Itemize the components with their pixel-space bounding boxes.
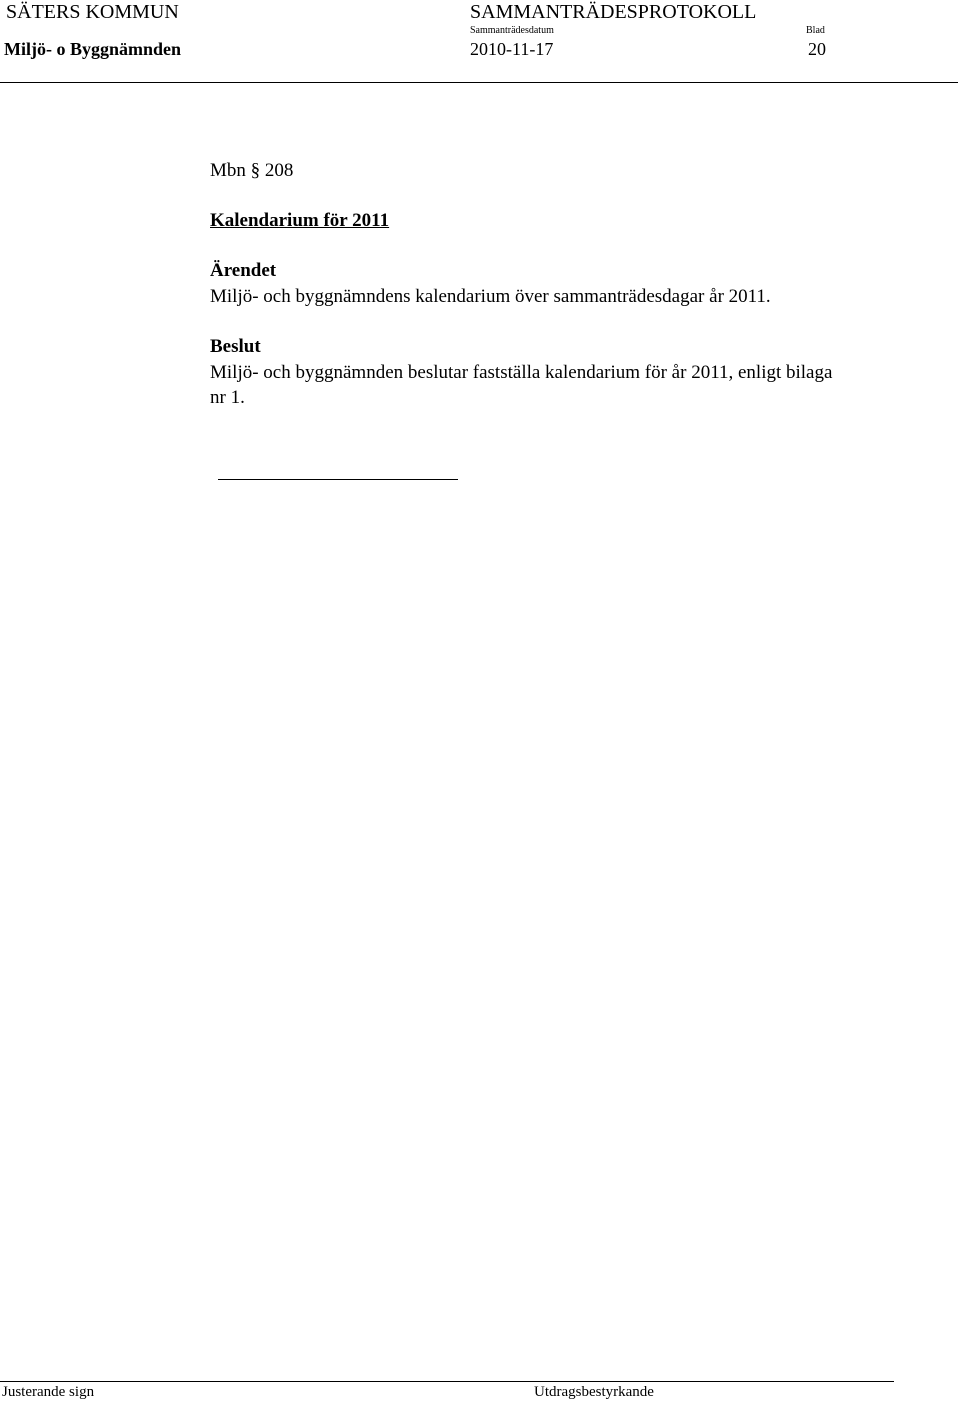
beslut-heading: Beslut <box>210 336 261 357</box>
document-type: SAMMANTRÄDESPROTOKOLL <box>470 1 757 23</box>
meeting-date: 2010-11-17 <box>470 39 554 59</box>
header-divider <box>0 82 958 83</box>
beslut-text: Miljö- och byggnämnden beslutar fastställa kalendarium för år 2011, enligt bilaga nr 1. <box>210 362 833 408</box>
paragraph-reference: Mbn § 208 <box>210 160 294 181</box>
item-title: Kalendarium för 2011 <box>210 210 390 231</box>
arende-text: Miljö- och byggnämndens kalendarium över sammanträdesdagar år 2011. <box>210 286 771 307</box>
board-name: Miljö- o Byggnämnden <box>4 39 182 59</box>
footer-divider <box>0 1381 894 1382</box>
end-of-item-divider <box>218 479 458 480</box>
arende-heading: Ärendet <box>210 260 277 281</box>
page-number-caption: Blad <box>806 25 825 36</box>
org-name: SÄTERS KOMMUN <box>6 1 179 23</box>
footer-signature-label: Justerande sign <box>2 1384 95 1400</box>
footer-certification-label: Utdragsbestyrkande <box>534 1384 654 1400</box>
page-number: 20 <box>808 39 826 59</box>
meeting-date-caption: Sammanträdesdatum <box>470 25 554 36</box>
